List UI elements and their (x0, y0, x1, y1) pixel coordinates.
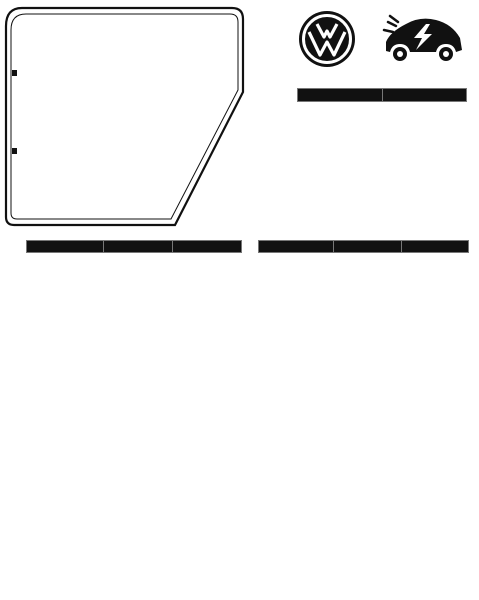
column-header-fuse-color (298, 89, 383, 102)
fuse-box-diagram (0, 0, 290, 232)
electric-car-icon (380, 14, 466, 64)
column-header-amperage (172, 241, 241, 253)
column-header-amperage (382, 89, 467, 102)
fuse-position-table-left (26, 240, 242, 253)
column-header-amperage (401, 241, 469, 253)
vw-logo-icon (298, 10, 356, 68)
fuse-table-header-row (27, 241, 242, 253)
fuse-box-outline (6, 8, 243, 225)
column-header-description (334, 241, 402, 253)
fuse-box-inner-outline (11, 14, 238, 219)
side-clip (12, 70, 17, 76)
fuse-table-header-row (259, 241, 469, 253)
column-header-position (27, 241, 104, 253)
side-clip (12, 148, 17, 154)
column-header-description (103, 241, 172, 253)
column-header-position (259, 241, 334, 253)
fuse-position-table-right (258, 240, 469, 253)
fuse-color-table (297, 88, 467, 102)
color-table-header-row (298, 89, 467, 102)
